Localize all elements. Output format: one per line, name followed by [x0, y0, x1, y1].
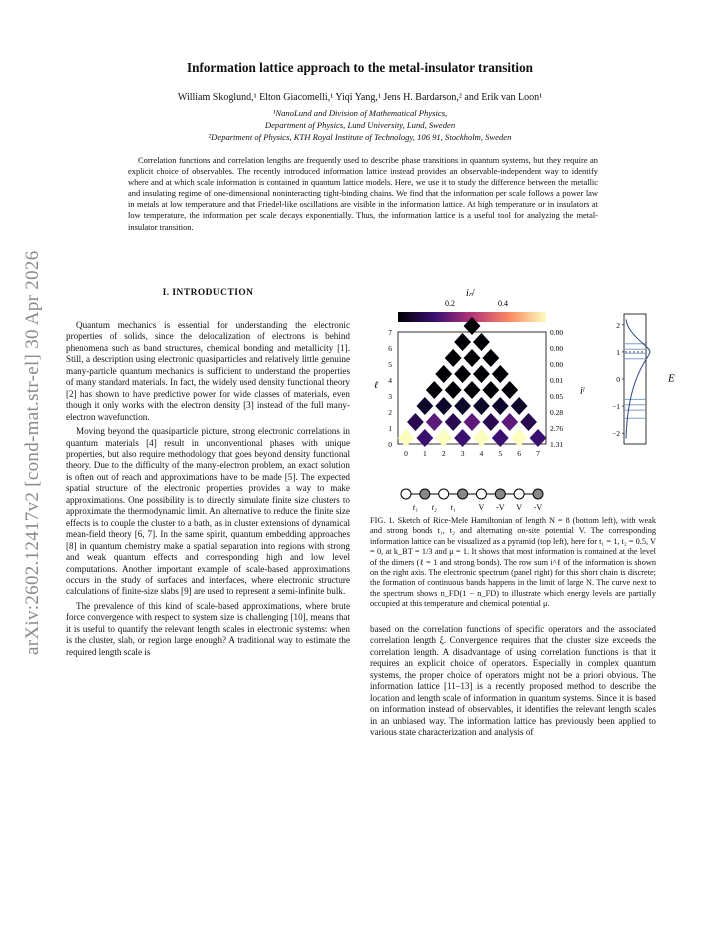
colorbar-tick: 0.4 [498, 299, 508, 308]
lattice-diamond [426, 413, 443, 431]
paragraph: Quantum mechanics is essential for understanding the electronic properties of solids, since the delocalization of electrons is behind phenomena such as band structures, chemical bonding and metallicity [1]. Still, a description using electronic quasiparticles and relatively little genuine many-particle quantum mechanics is sufficient to understand the properties of many standard materials. In fact, the widely used density functional theory [2] has shown to have predictive power for wide classes of materials, even though it only works with the electron density [3] instead of the full many-electron wavefunction. [66, 320, 350, 422]
y-tick-label: 1 [388, 424, 392, 433]
bond-label: t₁ [450, 503, 456, 512]
potential-label: V [516, 503, 523, 512]
lattice-diamond [464, 381, 481, 399]
lattice-diamond [426, 381, 443, 399]
lattice-diamond [435, 365, 452, 383]
y-tick-label: 4 [388, 376, 392, 385]
y-tick-label: 3 [388, 392, 392, 401]
lattice-diamond [482, 381, 499, 399]
row-sum-label: 1.31 [550, 440, 564, 449]
lattice-diamond [435, 397, 452, 415]
paragraph: based on the correlation functions of specific operators and the associated correlation length ξ. Convergence requires that the cluster size exceeds the correlation length. A disadvantage of using correlation functions is that it requires an explicit choice of operators. Especially in complex quantum systems, the proper choice of operators might not be a priori obvious. The information lattice [11–13] is a recently proposed method to describe the location and length scale of information in quantum systems. Since it is based on information instead of observables, it identifies the relevant length scales in an unbiased way. The information lattice has previously been applied to various state characterization and analysis of [370, 624, 656, 738]
paper-title: Information lattice approach to the metal-insulator transition [186, 60, 534, 75]
spectrum-tick: −1 [612, 402, 620, 412]
chain-site [420, 489, 430, 499]
row-sum-label: 0.01 [550, 376, 564, 385]
y-tick-label: 0 [388, 440, 392, 449]
abstract: Correlation functions and correlation lengths are frequently used to describe phase transitions in quantum systems, but they require an explicit choice of observables. The recently introduced information lattice instead provides an observable-independent way to identify where and at which scale information is contained in quantum lattice models. Here, we use it to study the difference between the metallic and insulating regime of one-dimensional noninteracting tight-binding chains. We find that the information per scale follows a power law in metals at low temperature and that Friedel-like oscillations are visible in the information lattice. At high temperature or in insulators at low temperature, the information per scale decays exponentially. Thus, the information lattice is a useful tool for analyzing the metal-insulator transition. [128, 155, 598, 232]
lattice-diamond [454, 333, 471, 351]
lattice-diamond [464, 413, 481, 431]
lattice-diamond [464, 349, 481, 367]
x-tick-label: 6 [517, 449, 522, 458]
right-axis-label: iˡ [580, 386, 585, 397]
arxiv-identifier-stamp [10, 185, 50, 685]
chain-site [458, 489, 468, 499]
lattice-diamond [492, 397, 509, 415]
row-sum-label: 0.05 [550, 392, 564, 401]
chain-site [401, 489, 411, 499]
row-sum-label: 0.00 [550, 328, 564, 337]
lattice-diamond [482, 349, 499, 367]
y-tick-label: 7 [388, 328, 392, 337]
spectrum-panel [624, 314, 646, 444]
spectrum-tick: 0 [616, 375, 620, 384]
y-tick-label: 2 [388, 408, 392, 417]
lattice-diamond [445, 381, 462, 399]
bond-label: t₁ [412, 503, 418, 512]
row-sum-label: 0.00 [550, 344, 564, 353]
lattice-diamond [407, 413, 424, 431]
potential-label: -V [496, 503, 505, 512]
right-column-text [370, 624, 656, 739]
information-lattice-figure [362, 284, 692, 512]
chain-site [476, 489, 486, 499]
left-column-text [66, 320, 350, 658]
x-tick-label: 5 [498, 449, 503, 458]
x-tick-label: 2 [441, 449, 446, 458]
x-tick-label: 4 [479, 449, 484, 458]
colorbar-tick: 0.2 [445, 299, 455, 308]
x-tick-label: 3 [460, 449, 465, 458]
row-sum-label: 0.28 [550, 408, 564, 417]
figure-1 [362, 284, 692, 512]
lattice-diamond [416, 397, 433, 415]
lattice-diamond [501, 381, 518, 399]
colorbar-label: iₙˡ [465, 288, 475, 299]
affiliation-1: ¹NanoLund and Division of Mathematical Physics, [272, 108, 448, 118]
x-tick-label: 7 [536, 449, 540, 458]
row-sum-label: 2.76 [550, 424, 564, 433]
lattice-diamond [482, 413, 499, 431]
lattice-diamond [501, 413, 518, 431]
y-axis-label: ℓ [374, 380, 379, 391]
y-tick-label: 6 [388, 344, 392, 353]
bond-label: t₂ [431, 503, 437, 512]
lattice-diamond [454, 397, 471, 415]
potential-label: V [478, 503, 485, 512]
chain-site [533, 489, 543, 499]
lattice-diamond [492, 365, 509, 383]
x-tick-label: 0 [404, 449, 408, 458]
lattice-diamond [454, 365, 471, 383]
affiliation-3: ²Department of Physics, KTH Royal Institute of Technology, 106 91, Stockholm, Sweden [208, 132, 512, 142]
row-sum-label: 0.00 [550, 360, 564, 369]
lattice-diamond [445, 413, 462, 431]
x-tick-label: 1 [422, 449, 427, 458]
lattice-diamond [473, 397, 490, 415]
spectrum-label: E [668, 372, 675, 385]
lattice-diamond [473, 333, 490, 351]
lattice-diamond [445, 349, 462, 367]
affiliation-2: Department of Physics, Lund University, Lund, Sweden [264, 120, 456, 130]
chain-site [439, 489, 449, 499]
arxiv-id-text: arXiv:2602.12417v2 [cond-mat.str-el] 30 Apr 2026 [22, 250, 43, 655]
spectrum-tick: −2 [612, 429, 620, 439]
chain-site [495, 489, 505, 499]
lattice-diamond [520, 413, 537, 431]
lattice-diamond [511, 397, 528, 415]
lattice-diamond [473, 365, 490, 383]
potential-label: -V [533, 503, 543, 512]
section-heading: I. INTRODUCTION [162, 288, 254, 298]
author-list: William Skoglund,¹ Elton Giacomelli,¹ Yiqi Yang,¹ Jens H. Bardarson,² and Erik van Loon¹ [177, 92, 543, 103]
spectrum-tick: 1 [616, 347, 620, 357]
figure-caption: FIG. 1. Sketch of Rice-Mele Hamiltonian of length N = 8 (bottom left), with weak and strong bonds t₁, t₂ and alternating on-site potential V. The corresponding information lattice can be visualized as a pyramid (top left), here for t₁ = 1, t₂ = 0.5, V = 0, at k_BT = 1/3 and μ = 1. It shows that most information is contained at the level of the dimers (ℓ = 1 and strong bonds). The row sum i^ℓ of the information is shown on the right axis. The electronic spectrum (panel right) for this short chain is discrete; the formation of continuous bands happens in the limit of large N. The curve next to the spectrum shows n_FD(1 − n_FD) to illustrate which energy levels are partially occupied at this temperature and chemical potential μ. [370, 516, 656, 609]
spectrum-tick: 2 [616, 320, 620, 330]
y-tick-label: 5 [388, 360, 392, 369]
chain-site [514, 489, 524, 499]
paragraph: The prevalence of this kind of scale-based approximations, where brute force convergence with respect to system size is challenging [10], means that it is useful to quantify the relevant length scales in electronic systems: when is the cluster, slab, or region large enough? A traditional way to estimate the required length scale is [66, 600, 350, 657]
paragraph: Moving beyond the quasiparticle picture, strong electronic correlations in quantum materials [4] result in unconventional phases with unique properties, but also require methodology that goes beyond density functional theory. Due to the difficulty of the many-electron problem, an exact solution is often out of reach and approximations have to be made [5]. The expected spatial structure of the electronic properties provides a way to make approximations. One possibility is to directly simulate finite size clusters to approximate the thermodynamic limit. An alternative to reduce the finite size effects is to couple the cluster to a bath, as in cluster extensions of dynamical mean-field theory [6, 7]. In the same spirit, quantum embedding approaches [8] in quantum chemistry make a spatial separation into regions with strong and weak quantum effects and corresponding high and low level computations. Another important example of scale-based approximations occurs in the study of surfaces and interfaces, where electronic structure calculations of finite-size slabs [9] are used to represent a semi-infinite bulk. [66, 426, 350, 597]
